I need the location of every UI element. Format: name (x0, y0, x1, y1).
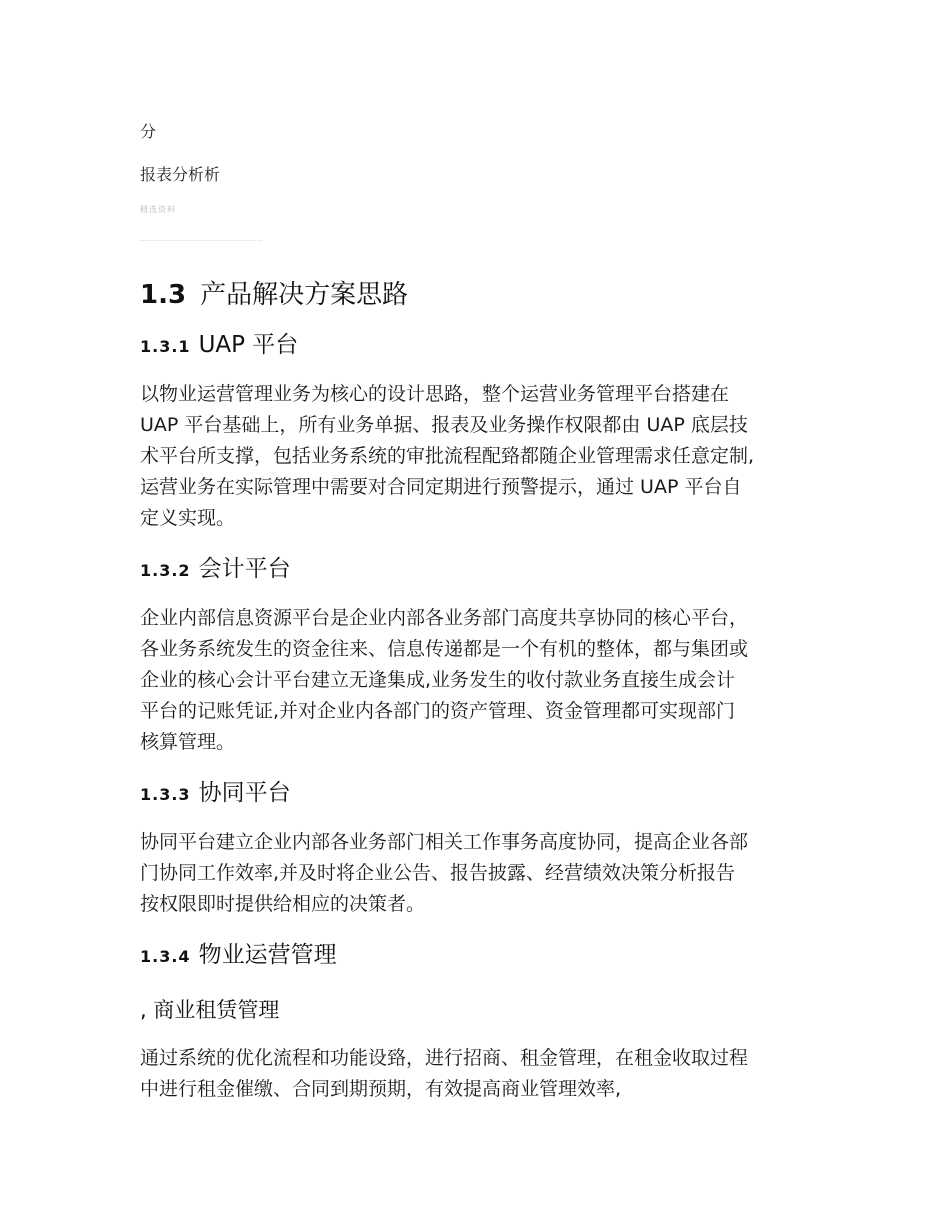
subheading: , 商业租赁管理 (140, 998, 280, 1022)
paragraph-line: 平台的记账凭证,并对企业内各部门的资产管理、资金管理都可实现部门 (140, 700, 736, 722)
paragraph-line: 门协同工作效率,并及时将企业公告、报告披露、经营绩效决策分析报告 (140, 862, 736, 884)
paragraph-line: 企业内部信息资源平台是企业内部各业务部门高度共享协同的核心平台， (140, 607, 749, 629)
paragraph (140, 1043, 816, 1105)
subsection-number: 1.3.2 (140, 561, 191, 580)
paragraph (140, 603, 816, 758)
paragraph-line: 企业的核心会计平台建立无逢集成,业务发生的收付款业务直接生成会计 (140, 669, 736, 691)
text-fragment: 报表分析析 (140, 165, 221, 184)
section-title: 产品解决方案思路 (200, 280, 409, 310)
paragraph-line: 按权限即时提供给相应的决策者。 (140, 893, 426, 915)
paragraph-line: 各业务系统发生的资金往来、信息传递都是一个有机的整体，都与集团或 (140, 638, 749, 660)
watermark-label: 精选资料 (140, 205, 176, 214)
subsection-number: 1.3.3 (140, 785, 191, 804)
text-fragment: 分 (140, 122, 157, 141)
section-number: 1.3 (140, 280, 187, 310)
section-heading (140, 274, 408, 311)
subsection-title: 会计平台 (198, 556, 291, 582)
paragraph-line: 定义实现。 (140, 507, 236, 529)
paragraph-line: 术平台所支撑，包括业务系统的审批流程配臵都随企业管理需求任意定制, (140, 445, 755, 467)
paragraph-line: 协同平台建立企业内部各业务部门相关工作事务高度协同，提高企业各部 (140, 831, 749, 853)
subsection-heading (140, 774, 291, 807)
paragraph-line: 通过系统的优化流程和功能设臵，进行招商、租金管理，在租金收取过程 (140, 1047, 749, 1069)
paragraph (140, 827, 816, 920)
subsection-number: 1.3.4 (140, 947, 191, 966)
paragraph-line: 以物业运营管理业务为核心的设计思路，整个运营业务管理平台搭建在 (140, 383, 730, 405)
subsection-title: 物业运营管理 (198, 942, 337, 968)
paragraph-line: 运营业务在实际管理中需要对合同定期进行预警提示，通过 UAP 平台自 (140, 476, 742, 498)
paragraph-line: 中进行租金催缴、合同到期预期，有效提高商业管理效率, (140, 1078, 622, 1100)
subsection-heading (140, 550, 291, 583)
subsection-title: 协同平台 (198, 780, 291, 806)
paragraph-line: UAP 平台基础上，所有业务单据、报表及业务操作权限都由 UAP 底层技 (140, 414, 748, 436)
subsection-heading (140, 326, 298, 359)
subsection-title: UAP 平台 (198, 332, 299, 358)
paragraph (140, 379, 816, 534)
subsection-number: 1.3.1 (140, 337, 191, 356)
paragraph-line: 核算管理。 (140, 731, 236, 753)
subsection-heading (140, 936, 337, 969)
divider (140, 240, 262, 241)
